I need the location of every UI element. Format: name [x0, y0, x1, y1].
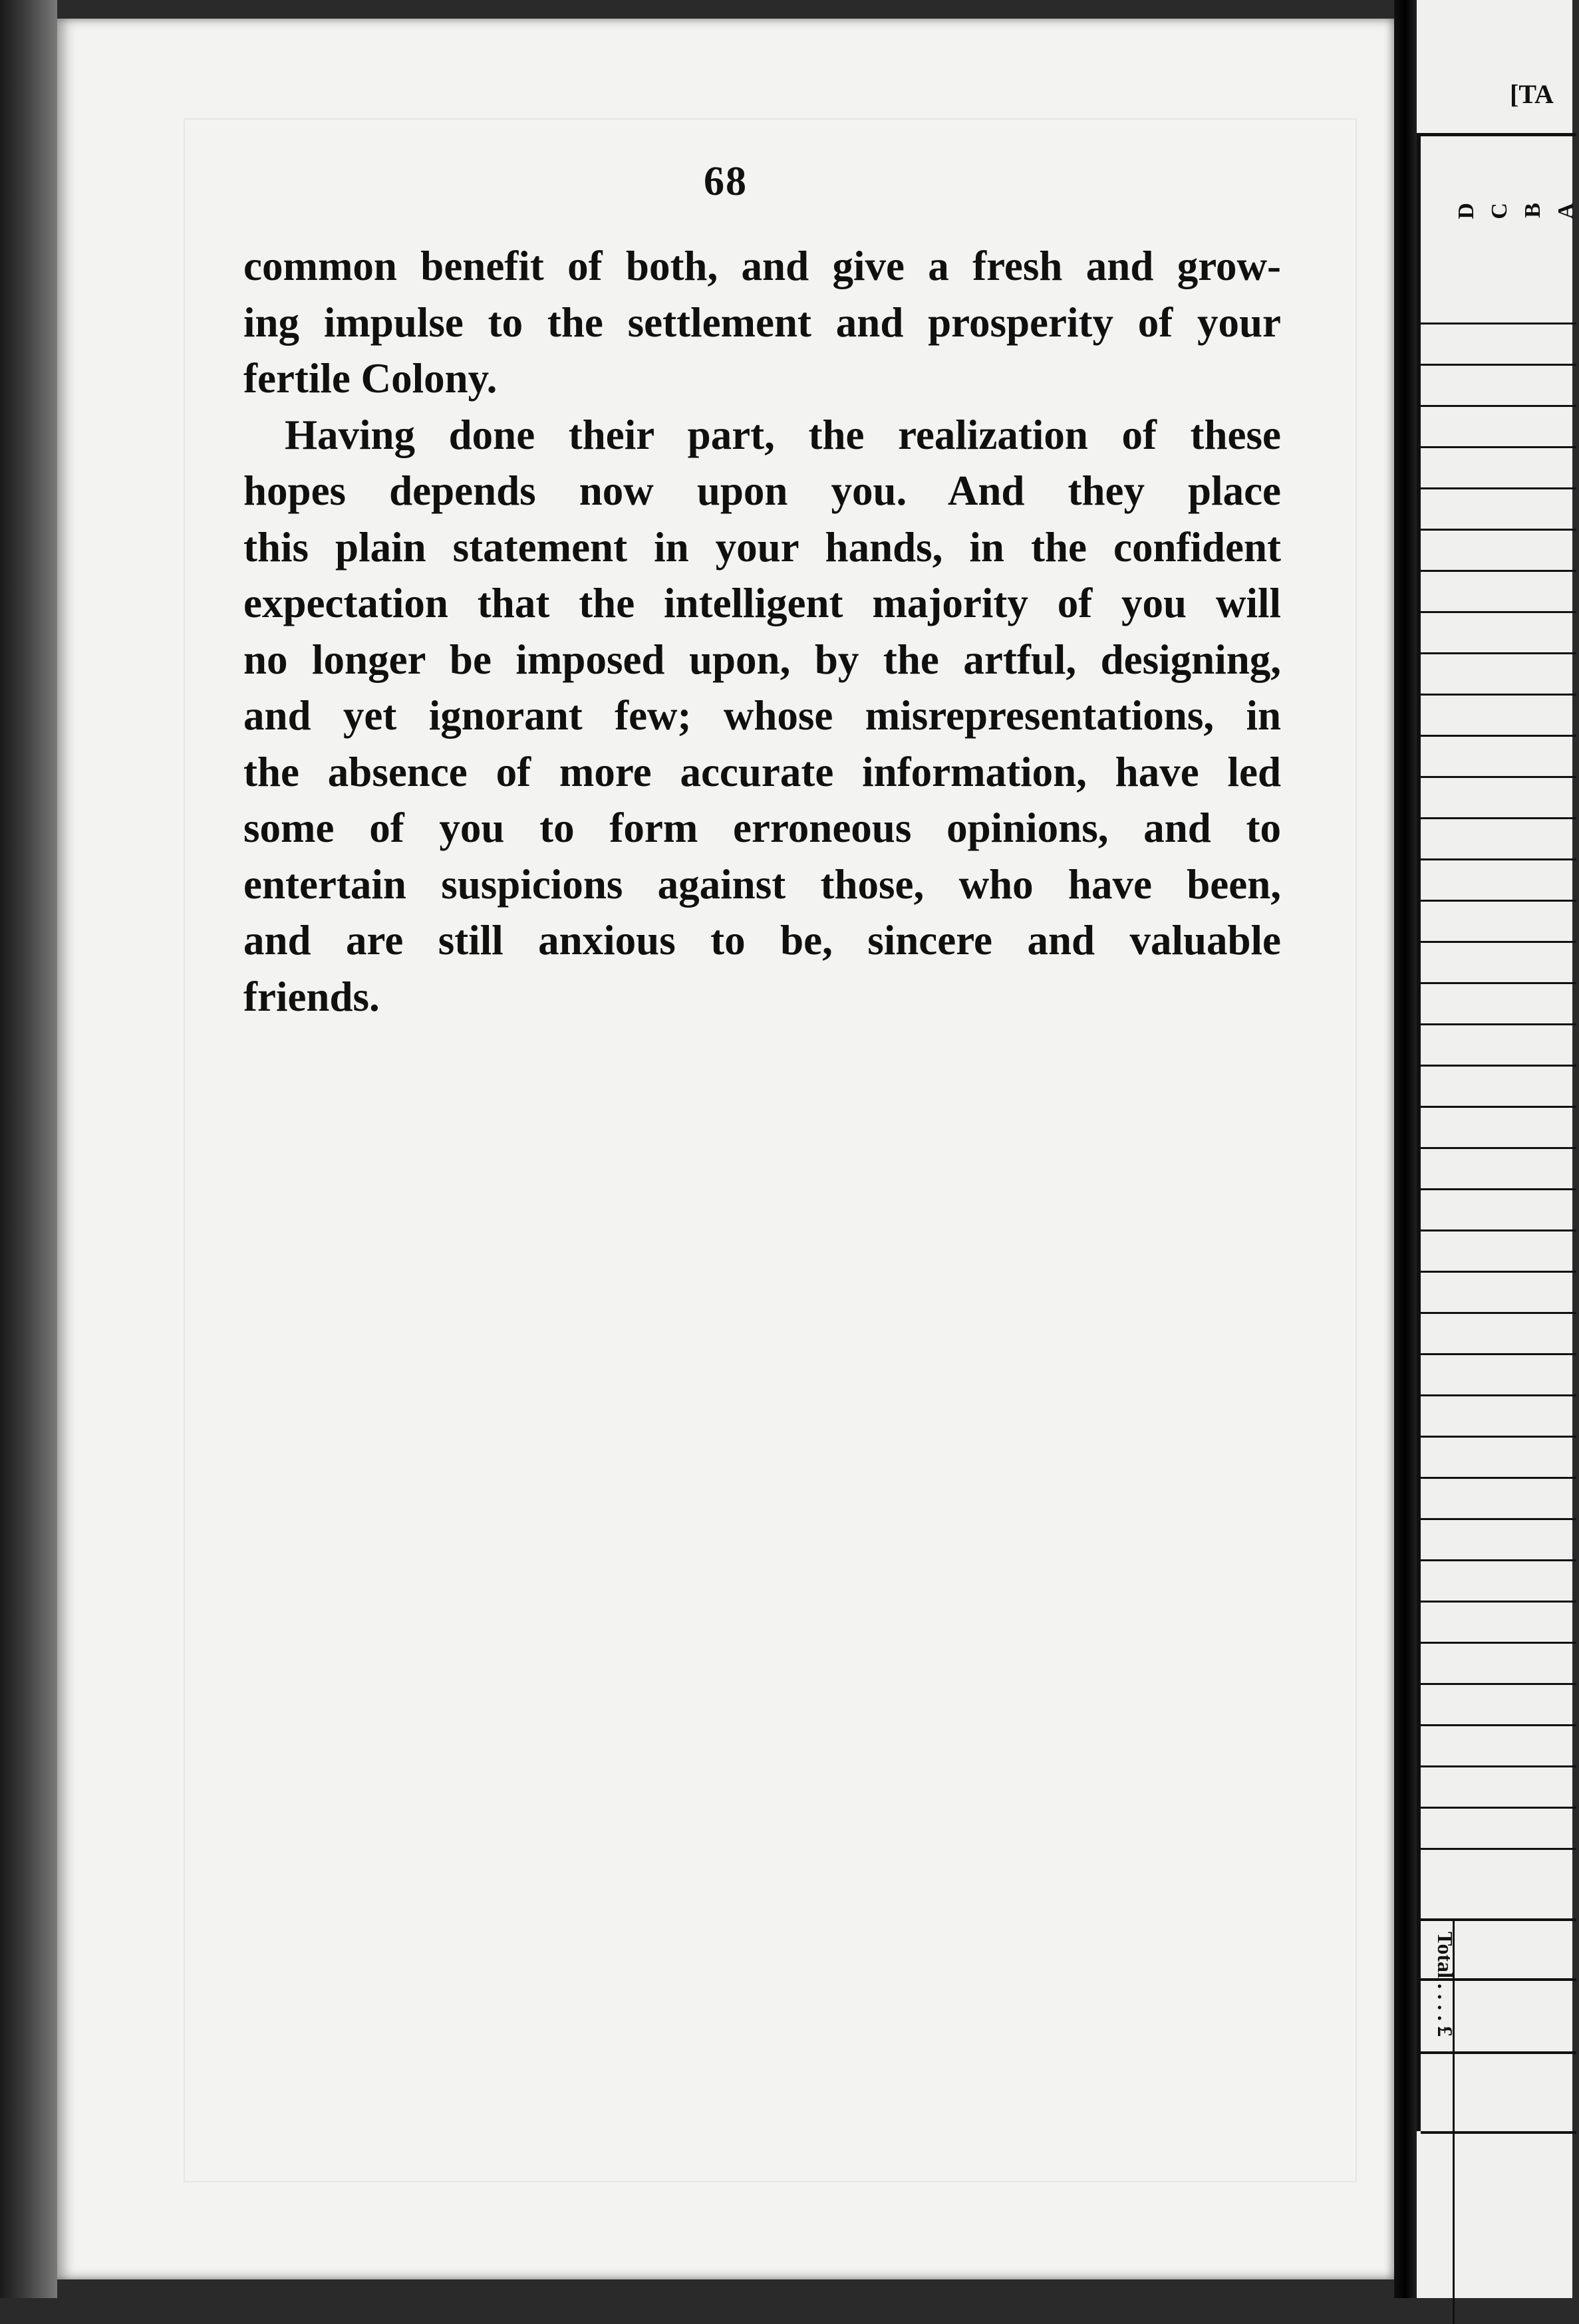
text-line: Having done their part, the realization of these [285, 411, 1281, 458]
table-rule [1421, 1918, 1576, 1921]
column-letter: A [1554, 203, 1578, 219]
total-label: Total . . . . £ [1433, 1932, 1457, 2037]
text-line: fertile Colony. [243, 355, 498, 402]
text-line: common benefit of both, and give a fresh and grow- [243, 243, 1281, 289]
text-line: the absence of more accurate information, have led [243, 748, 1281, 795]
table-rule [1421, 941, 1576, 943]
table-rule [1421, 1147, 1576, 1149]
table-rule [1421, 900, 1576, 902]
table-rule [1421, 652, 1576, 654]
text-line: hopes depends now upon you. And they place [243, 467, 1281, 514]
left-page [57, 19, 1394, 2279]
column-letter: B [1520, 203, 1545, 218]
table-rule [1421, 364, 1576, 366]
table-rule [1421, 1312, 1576, 1314]
table-rule [1421, 1353, 1576, 1355]
table-rule [1421, 735, 1576, 737]
table-rule [1421, 1601, 1576, 1603]
table-rule [1421, 1642, 1576, 1644]
text-line: this plain statement in your hands, in the confident [243, 523, 1281, 571]
table-rule [1421, 1724, 1576, 1726]
table-rule [1421, 446, 1576, 448]
facing-page-header: [TA [1510, 79, 1554, 109]
paragraph-1 [243, 238, 1281, 407]
table-rule [1421, 323, 1576, 324]
text-line: some of you to form erroneous opinions, and to [243, 805, 1281, 851]
text-line: and are still anxious to be, sincere and valuable [243, 917, 1281, 964]
table-rule [1421, 611, 1576, 613]
table-rule [1421, 817, 1576, 819]
table-rule [1421, 1518, 1576, 1520]
facing-table [1417, 133, 1576, 2131]
page-number: 68 [704, 159, 748, 204]
table-rule [1421, 2131, 1576, 2134]
table-rule [1421, 1436, 1576, 1438]
table-rule [1421, 1229, 1576, 1231]
table-rule [1421, 982, 1576, 984]
text-line: friends. [243, 973, 380, 1020]
table-rule [1421, 776, 1576, 778]
table-rule [1421, 1065, 1576, 1067]
table-rule [1421, 1807, 1576, 1809]
text-line: and yet ignorant few; whose misrepresentations, in [243, 692, 1281, 739]
table-rule [1421, 2051, 1576, 2054]
table-rule [1421, 1394, 1576, 1396]
table-rule [1421, 858, 1576, 860]
text-line: expectation that the intelligent majority of you will [243, 580, 1281, 626]
table-rule [1421, 1765, 1576, 1767]
text-line: entertain suspicions against those, who have been, [243, 860, 1281, 908]
column-letter: D [1454, 203, 1479, 219]
table-rule [1421, 1023, 1576, 1025]
table-rule [1421, 1271, 1576, 1273]
body-text [243, 238, 1281, 1025]
table-rule [1421, 570, 1576, 572]
table-rule [1421, 1848, 1576, 1850]
table-rule [1421, 1106, 1576, 1108]
table-rule [1421, 1188, 1576, 1190]
table-rule [1421, 487, 1576, 489]
book-binding [0, 0, 57, 2298]
table-rule [1421, 1683, 1576, 1685]
table-rule [1421, 1477, 1576, 1479]
column-letter: C [1487, 203, 1512, 219]
table-rule [1421, 405, 1576, 407]
paragraph-2 [243, 407, 1281, 1025]
page-gutter [1394, 0, 1417, 2298]
text-line: ing impulse to the settlement and prosperity of your [243, 299, 1281, 346]
table-rule [1421, 529, 1576, 531]
table-rule [1421, 1559, 1576, 1561]
table-rule [1421, 694, 1576, 696]
text-line: no longer be imposed upon, by the artful, designing, [243, 636, 1281, 683]
facing-page [1417, 0, 1578, 2298]
